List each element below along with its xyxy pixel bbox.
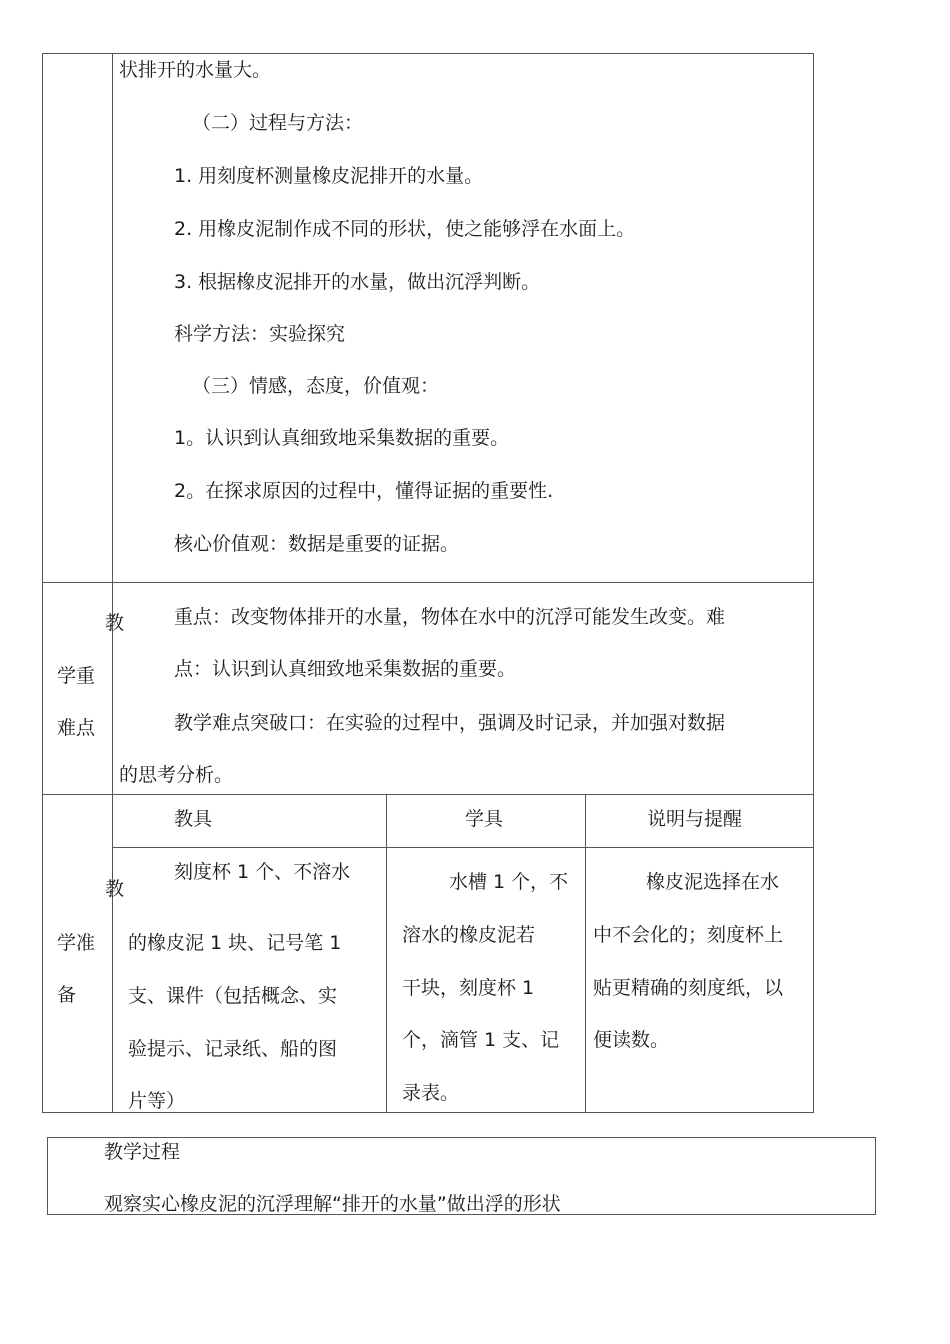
table-column-divider <box>112 53 113 1113</box>
prep-column-divider-1 <box>386 794 387 1112</box>
prep-header-notes: 说明与提醒 <box>647 808 743 830</box>
student-tools-line: 溶水的橡皮泥若 <box>402 924 536 946</box>
teacher-tools-line: 片等） <box>128 1090 186 1112</box>
prep-header-teacher-tools: 教具 <box>174 808 213 830</box>
prep-label: 学准 <box>57 932 96 954</box>
emotion-heading: （三）情感，态度，价值观： <box>192 375 440 397</box>
process-item: 3. 根据橡皮泥排开的水量，做出沉浮判断。 <box>174 271 541 293</box>
student-tools-line: 录表。 <box>402 1082 460 1104</box>
process-item: 1. 用刻度杯测量橡皮泥排开的水量。 <box>174 165 484 187</box>
prep-label: 备 <box>57 984 77 1006</box>
teacher-tools-line: 支、课件（包括概念、实 <box>128 985 338 1007</box>
notes-line: 贴更精确的刻度纸，以 <box>593 977 784 999</box>
teacher-tools-line: 的橡皮泥 1 块、记号笔 1 <box>128 932 342 954</box>
key-points-text: 的思考分析。 <box>119 764 234 786</box>
prep-column-divider-2 <box>585 794 586 1112</box>
key-points-label: 难点 <box>57 717 96 739</box>
student-tools-line: 个，滴管 1 支、记 <box>402 1029 560 1051</box>
objective-continuation: 状排开的水量大。 <box>119 59 272 81</box>
row-divider-1 <box>42 582 814 583</box>
key-points-label: 学重 <box>57 665 96 687</box>
table-border-right <box>813 53 814 1113</box>
process-method-heading: （二）过程与方法： <box>192 112 364 134</box>
prep-header-student-tools: 学具 <box>465 808 504 830</box>
notes-line: 橡皮泥选择在水 <box>646 871 780 893</box>
process-item: 2. 用橡皮泥制作成不同的形状，使之能够浮在水面上。 <box>174 218 636 240</box>
process-title: 教学过程 <box>104 1141 181 1163</box>
process-subtitle: 观察实心橡皮泥的沉浮理解“排开的水量”做出浮的形状 <box>104 1193 561 1215</box>
prep-header-divider <box>112 847 814 848</box>
student-tools-line: 干块，刻度杯 1 <box>402 977 535 999</box>
science-method: 科学方法：实验探究 <box>174 323 346 345</box>
notes-line: 便读数。 <box>593 1029 670 1051</box>
row-divider-2 <box>42 794 814 795</box>
notes-line: 中不会化的；刻度杯上 <box>593 924 784 946</box>
emotion-item: 1。认识到认真细致地采集数据的重要。 <box>174 427 510 449</box>
prep-label: 教 <box>105 878 125 900</box>
key-points-text: 点：认识到认真细致地采集数据的重要。 <box>174 658 517 680</box>
key-points-text: 重点：改变物体排开的水量，物体在水中的沉浮可能发生改变。难 <box>174 606 726 628</box>
table-border-top <box>42 53 814 54</box>
key-points-text: 教学难点突破口：在实验的过程中，强调及时记录，并加强对数据 <box>174 712 726 734</box>
table-border-bottom <box>42 1112 814 1113</box>
teacher-tools-line: 刻度杯 1 个、不溶水 <box>174 861 351 883</box>
emotion-item: 2。在探求原因的过程中，懂得证据的重要性. <box>174 480 554 502</box>
key-points-label: 教 <box>105 612 125 634</box>
table-border-left <box>42 53 43 1113</box>
student-tools-line: 水槽 1 个，不 <box>449 871 569 893</box>
teacher-tools-line: 验提示、记录纸、船的图 <box>128 1038 338 1060</box>
core-value: 核心价值观：数据是重要的证据。 <box>174 533 460 555</box>
